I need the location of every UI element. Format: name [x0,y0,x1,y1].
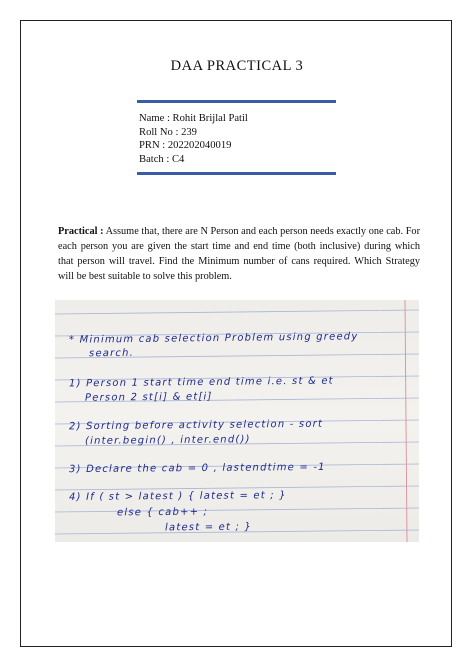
note-heading-2: search. [88,347,135,360]
student-name: Name : Rohit Brijlal Patil [139,113,248,124]
note-step-1b: Person 2 st[i] & et[i] [84,391,213,404]
problem-statement [58,224,420,284]
note-heading-1: * Minimum cab selection Problem using greedy [68,331,359,346]
note-step-3: 3) Declare the cab = 0 , lastendtime = -1 [68,461,326,476]
problem-label: Practical : [58,226,104,237]
student-info [139,112,248,166]
student-prn: PRN : 202202040019 [139,140,232,152]
top-rule [137,100,336,103]
bottom-rule [137,172,336,175]
note-step-4b: else { cab++ ; [116,506,209,519]
note-step-4a: 4) If ( st > latest ) { latest = et ; } [68,490,287,503]
student-roll: Roll No : 239 [139,126,197,138]
student-batch: Batch : C4 [139,153,185,165]
note-step-4c: latest = et ; } [164,521,253,534]
note-step-2a: 2) Sorting before activity selection - sort [68,418,324,433]
note-step-2b: (inter.begin() , inter.end()) [84,434,251,447]
note-step-1a: 1) Person 1 start time end time i.e. st & et [68,375,334,390]
page-title: DAA PRACTICAL 3 [170,58,304,74]
notebook-photo [55,300,419,542]
problem-text: Assume that, there are N Person and each person needs exactly one cab. For each person you are given the start time and end time (both inclusive) during which that person will travel. Find the Minimum number of cans required. Which Strategy will be best suitable to solve this problem. [58,226,420,282]
